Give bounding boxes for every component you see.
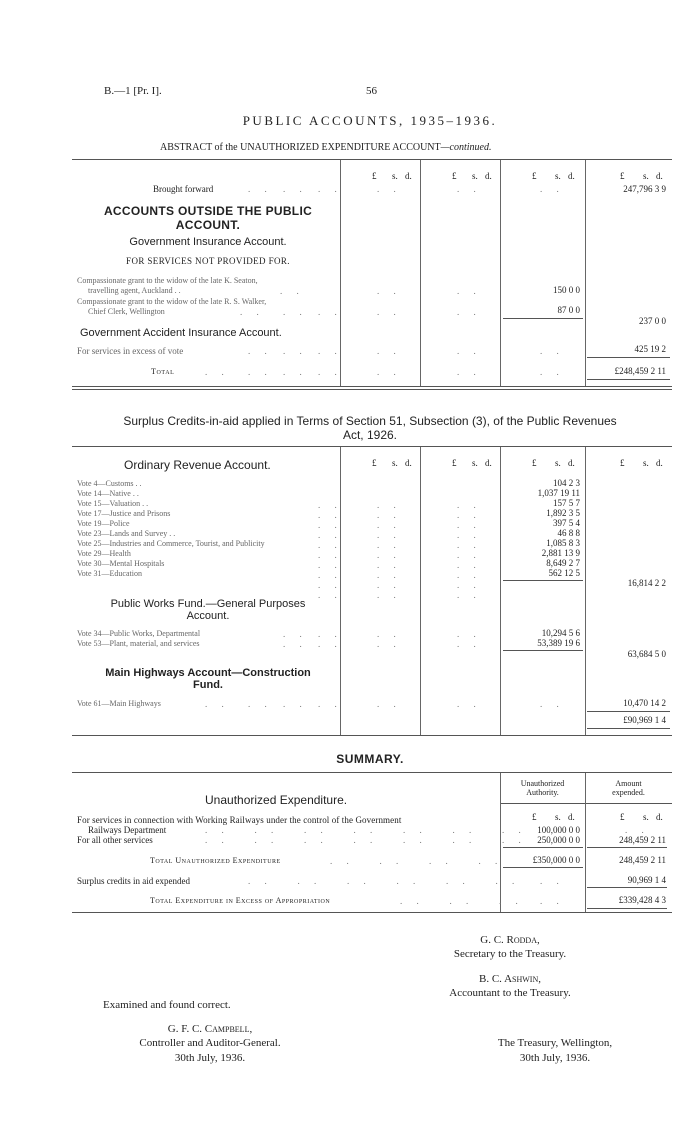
vote-row-label: Vote 14—Native . . (77, 489, 139, 498)
column-divider (500, 160, 501, 386)
leader-dots: . . (283, 307, 308, 317)
col-pence-header: d. (568, 171, 575, 181)
leader-dots: . . (377, 307, 402, 317)
auditor-name (120, 1023, 300, 1036)
treasury-place: The Treasury, Wellington, (497, 1037, 613, 1049)
leader-dots: . . (540, 184, 565, 194)
vote-row-amount: 1,892 3 5 (546, 508, 580, 518)
expended-header-line2: expended. (612, 788, 645, 797)
col-pence-header: d. (568, 458, 575, 468)
subtotal-rule (503, 580, 583, 581)
public-works-item-label: Vote 53—Plant, material, and services (77, 639, 200, 648)
leader-dots-row (330, 856, 503, 866)
railways-expended-amount: . . (625, 825, 650, 835)
subtotal-rule (503, 847, 583, 848)
summary-row-other-label: For all other services (77, 835, 153, 845)
leader-dots: . . (540, 346, 565, 356)
leader-dots: . . (403, 825, 428, 835)
main-highways-item-label: Vote 61—Main Highways (77, 699, 161, 708)
col-pence-header: d. (656, 171, 663, 181)
surplus-credits-label: Surplus credits in aid expended (77, 876, 190, 886)
total-unauthorized-expended: 248,459 2 11 (619, 855, 666, 865)
col-pence-header: d. (405, 458, 412, 468)
signature-rodda-name (420, 934, 600, 947)
page-title: PUBLIC ACCOUNTS, 1935–1936. (242, 113, 498, 128)
services-note: FOR SERVICES NOT PROVIDED FOR. (126, 256, 290, 266)
col-shillings-header: s. (643, 812, 649, 822)
table-rule (72, 446, 672, 447)
table-rule (500, 803, 672, 804)
col-pounds-header: £ (620, 458, 625, 468)
col-pounds-header: £ (532, 458, 537, 468)
leader-dots: . . (283, 346, 308, 356)
total-rule (587, 728, 670, 729)
subtotal-rule (503, 318, 583, 319)
page-subtitle (160, 142, 491, 154)
leader-dots: . . (457, 570, 482, 580)
table-rule (72, 159, 672, 160)
leader-dots: . . (248, 184, 273, 194)
col-pence-header: d. (485, 171, 492, 181)
ordinary-revenue-total: 16,814 2 2 (627, 578, 666, 588)
leader-dots: . . (240, 307, 265, 317)
signatory-name: G. C. Rodda, (480, 934, 540, 946)
leader-dots: . . (377, 550, 402, 560)
leader-dots: . . (478, 856, 504, 866)
leader-dots: . . (283, 699, 308, 709)
total-excess-expended: £339,428 4 3 (618, 895, 666, 905)
leader-dots: . . (318, 590, 343, 600)
leader-dots: . . (457, 500, 482, 510)
vote-row-label: Vote 23—Lands and Survey . . (77, 529, 176, 538)
table-rule (72, 772, 672, 773)
vote-row-label: Vote 17—Justice and Prisons (77, 509, 171, 518)
examined-statement: Examined and found correct. (103, 999, 231, 1011)
government-insurance-title: Government Insurance Account. (129, 236, 287, 248)
leader-dots: . . (457, 307, 482, 317)
vote-row-amount: 46 8 8 (557, 528, 580, 538)
col-shillings-header: s. (392, 171, 398, 181)
col-shillings-header: s. (472, 171, 478, 181)
leader-dots: . . (318, 699, 343, 709)
signature-ashwin-title: Accountant to the Treasury. (449, 987, 571, 999)
accident-item-label: For services in excess of vote (77, 346, 184, 356)
leader-dots: . . (248, 346, 273, 356)
leader-dots: . . (318, 500, 343, 510)
leader-dots: . . (457, 639, 482, 649)
col-shillings-header: s. (555, 812, 561, 822)
leader-dots: . . (377, 560, 402, 570)
col-shillings-header: s. (472, 458, 478, 468)
accident-insurance-title: Government Accident Insurance Account. (80, 327, 282, 339)
subtotal-rule (503, 650, 583, 651)
leader-dots: . . (379, 856, 405, 866)
leader-dots: . . (254, 825, 280, 835)
vote-row-label: Vote 30—Mental Hospitals (77, 559, 165, 568)
leader-dots: . . (377, 580, 402, 590)
leader-dots: . . (452, 825, 478, 835)
leader-dots: . . (377, 346, 402, 356)
leader-dots: . . (330, 856, 355, 866)
col-pounds-header: £ (372, 458, 377, 468)
leader-dots: . . (353, 825, 379, 835)
other-authority-amount: 250,000 0 0 (537, 835, 580, 845)
vote-row-amount: 157 5 7 (553, 498, 580, 508)
public-works-total: 63,684 5 0 (627, 649, 666, 659)
leader-dots: . . (499, 896, 524, 906)
main-highways-title-line2: Fund. (193, 679, 223, 691)
leader-dots-row (248, 876, 520, 886)
unauthorized-expenditure-title: Unauthorized Expenditure. (205, 793, 348, 807)
subtotal-rule (587, 847, 667, 848)
total-rule (587, 379, 670, 380)
leader-dots: . . (318, 307, 343, 317)
vote-row-amount: 104 2 3 (553, 478, 580, 488)
vote-row-label: Vote 31—Education (77, 569, 142, 578)
item-walker-amount: 87 0 0 (557, 305, 580, 315)
total-amount: £248,459 2 11 (614, 366, 666, 376)
leader-dots: . . (283, 629, 308, 639)
leader-dots: . . (318, 550, 343, 560)
total-rule (503, 867, 583, 868)
leader-dots: . . (449, 896, 475, 906)
leader-dots: . . (377, 510, 402, 520)
leader-dots: . . (318, 346, 343, 356)
total-rule (587, 887, 667, 888)
leader-dots-row (205, 835, 527, 845)
subtitle-main: ABSTRACT of the UNAUTHORIZED EXPENDITURE ACCOUNT (160, 142, 441, 153)
authority-header-line2: Authority. (526, 788, 559, 797)
leader-dots: . . (377, 500, 402, 510)
leader-dots: . . (318, 580, 343, 590)
leader-dots: . . (318, 560, 343, 570)
col-pence-header: d. (485, 458, 492, 468)
railways-authority-amount: 100,000 0 0 (537, 825, 580, 835)
col-pence-header: d. (568, 812, 575, 822)
table-rule (72, 386, 672, 387)
total-rule (587, 711, 670, 712)
col-pence-header: d. (656, 812, 663, 822)
leader-dots: . . (283, 184, 308, 194)
leader-dots: . . (318, 510, 343, 520)
leader-dots: . . (540, 367, 565, 377)
col-shillings-header: s. (555, 171, 561, 181)
leader-dots: . . (283, 639, 308, 649)
vote-row-label: Vote 25—Industries and Commerce, Tourist, and Publicity (77, 539, 265, 548)
public-works-title-line2: Account. (186, 610, 230, 622)
leader-dots: . . (502, 825, 527, 835)
vote-row-amount: 8,649 2 7 (546, 558, 580, 568)
leader-dots: . . (457, 540, 482, 550)
leader-dots: . . (205, 699, 230, 709)
total-rule (587, 357, 670, 358)
leader-dots: . . (457, 520, 482, 530)
leader-dots: . . (280, 286, 305, 296)
vote-row-amount: 1,085 8 3 (546, 538, 580, 548)
brought-forward-label: Brought forward (153, 184, 214, 194)
leader-dots: . . (457, 530, 482, 540)
leader-dots: . . (318, 520, 343, 530)
section-title: ACCOUNTS OUTSIDE THE PUBLIC ACCOUNT. (103, 204, 313, 232)
leader-dots: . . (377, 540, 402, 550)
leader-dots: . . (254, 835, 280, 845)
public-works-item-amount: 10,294 5 6 (541, 628, 580, 638)
leader-dots: . . (429, 856, 454, 866)
col-pounds-header: £ (372, 171, 377, 181)
leader-dots: . . (377, 530, 402, 540)
vote-row-label: Vote 15—Valuation . . (77, 499, 149, 508)
authority-header-line1: Unauthorized (520, 779, 565, 788)
vote-row-label: Vote 19—Police (77, 519, 130, 528)
col-shillings-header: s. (392, 458, 398, 468)
leader-dots: . . (377, 184, 402, 194)
leader-dots: . . (540, 699, 565, 709)
leader-dots: . . (283, 367, 308, 377)
insurance-subtotal: 237 0 0 (639, 316, 666, 326)
surplus-heading-line1: Surplus Credits-in-aid applied in Terms of Section 51, Subsection (3), of the Public Revenues (123, 414, 617, 428)
auditor-title: Controller and Auditor-General. (139, 1037, 281, 1049)
col-pounds-header: £ (452, 458, 457, 468)
leader-dots: . . (396, 876, 422, 886)
column-divider (585, 447, 586, 735)
leader-dots: . . (403, 835, 428, 845)
total-label: Total (151, 367, 175, 376)
treasury-date: 30th July, 1936. (519, 1052, 591, 1064)
leader-dots: . . (377, 570, 402, 580)
leader-dots: . . (248, 367, 273, 377)
leader-dots: . . (318, 367, 343, 377)
col-shillings-header: s. (643, 171, 649, 181)
summary-row-railways-line1: For services in connection with Working Railways under the control of the Government (77, 815, 402, 825)
vote-row-amount: 1,037 19 11 (537, 488, 580, 498)
col-pounds-header: £ (620, 171, 625, 181)
vote-row-label: Vote 29—Health (77, 549, 131, 558)
leader-dots: . . (297, 876, 323, 886)
col-shillings-header: s. (555, 458, 561, 468)
leader-dots: . . (377, 286, 402, 296)
leader-dots: . . (377, 520, 402, 530)
public-works-item-amount: 53,389 19 6 (537, 638, 580, 648)
leader-dots: . . (377, 590, 402, 600)
leader-dots: . . (457, 580, 482, 590)
leader-dots: . . (377, 367, 402, 377)
item-seaton-amount: 150 0 0 (553, 285, 580, 295)
leader-dots: . . (318, 540, 343, 550)
public-works-item-label: Vote 34—Public Works, Departmental (77, 629, 201, 638)
leader-dots: . . (377, 699, 402, 709)
col-pence-header: d. (405, 171, 412, 181)
leader-dots: . . (318, 639, 343, 649)
item-seaton-line2: travelling agent, Auckland . . (88, 286, 181, 295)
expended-header-line1: Amount (615, 779, 642, 788)
leader-dots: . . (353, 835, 379, 845)
leader-dots: . . (248, 699, 273, 709)
leader-dots: . . (457, 560, 482, 570)
page-number: 56 (366, 85, 377, 97)
ordinary-revenue-title: Ordinary Revenue Account. (124, 458, 271, 472)
total-excess-label: Total Expenditure in Excess of Appropriation (150, 896, 331, 905)
leader-dots: . . (457, 699, 482, 709)
summary-heading: SUMMARY. (336, 752, 404, 766)
leader-dots: . . (400, 896, 425, 906)
leader-dots: . . (452, 835, 478, 845)
leader-dots-row (205, 825, 527, 835)
col-shillings-header: s. (643, 458, 649, 468)
col-pounds-header: £ (532, 812, 537, 822)
leader-dots: . . (457, 184, 482, 194)
leader-dots: . . (495, 876, 521, 886)
leader-dots: . . (205, 835, 230, 845)
leader-dots: . . (446, 876, 471, 886)
leader-dots-column (377, 480, 410, 620)
col-pounds-header: £ (452, 171, 457, 181)
main-highways-total: 10,470 14 2 (623, 698, 666, 708)
table-rule (72, 912, 672, 913)
leader-dots: . . (457, 367, 482, 377)
vote-row-amount: 397 5 4 (553, 518, 580, 528)
leader-dots: . . (540, 896, 565, 906)
surplus-heading-line2: Act, 1926. (342, 428, 398, 442)
leader-dots: . . (457, 629, 482, 639)
surplus-grand-total: £90,969 1 4 (623, 715, 666, 725)
public-works-title-line1: Public Works Fund.—General Purposes (110, 598, 306, 610)
other-expended-amount: 248,459 2 11 (619, 835, 666, 845)
leader-dots: . . (457, 550, 482, 560)
col-pence-header: d. (656, 458, 663, 468)
column-divider (420, 447, 421, 735)
signatory-name: G. F. C. Campbell, (167, 1023, 253, 1035)
leader-dots: . . (457, 286, 482, 296)
table-rule (72, 735, 672, 736)
signature-rodda-title: Secretary to the Treasury. (453, 948, 567, 960)
leader-dots: . . (304, 825, 329, 835)
col-pounds-header: £ (620, 812, 625, 822)
leader-dots: . . (377, 639, 402, 649)
total-rule (587, 908, 667, 909)
leader-dots-column (457, 480, 490, 620)
leader-dots: . . (318, 184, 343, 194)
leader-dots: . . (318, 629, 343, 639)
item-walker-line2: Chief Clerk, Wellington (88, 307, 165, 316)
vote-row-amount: 2,881 13 9 (541, 548, 580, 558)
auditor-date: 30th July, 1936. (174, 1052, 246, 1064)
leader-dots: . . (457, 510, 482, 520)
leader-dots: . . (205, 367, 230, 377)
accident-amount: 425 19 2 (634, 344, 666, 354)
main-highways-title-line1: Main Highways Account—Construction (105, 667, 311, 679)
leader-dots: . . (457, 590, 482, 600)
leader-dots: . . (540, 876, 565, 886)
leader-dots: . . (502, 835, 527, 845)
leader-dots: . . (318, 530, 343, 540)
leader-dots: . . (304, 835, 329, 845)
total-unauthorized-authority: £350,000 0 0 (532, 855, 580, 865)
leader-dots: . . (457, 346, 482, 356)
leader-dots: . . (248, 876, 273, 886)
brought-forward-amount: 247,796 3 9 (623, 184, 666, 194)
leader-dots: . . (318, 570, 343, 580)
subtitle-continued: —continued. (440, 142, 492, 153)
item-walker-line1: Compassionate grant to the widow of the late R. S. Walker, (77, 297, 267, 306)
total-unauthorized-label: Total Unauthorized Expenditure (150, 856, 281, 865)
column-divider (420, 160, 421, 386)
leader-dots-row (400, 896, 524, 906)
leader-dots: . . (377, 629, 402, 639)
vote-row-label: Vote 4—Customs . . (77, 479, 142, 488)
col-pounds-header: £ (532, 171, 537, 181)
item-seaton-line1: Compassionate grant to the widow of the late K. Seaton, (77, 276, 258, 285)
summary-row-railways-line2: Railways Department (88, 825, 167, 835)
report-reference: B.—1 [Pr. I]. (104, 85, 162, 97)
table-rule (72, 389, 672, 390)
signature-ashwin-name (420, 973, 600, 986)
vote-row-amount: 562 12 5 (548, 568, 580, 578)
surplus-credits-expended: 90,969 1 4 (627, 875, 666, 885)
leader-dots: . . (347, 876, 372, 886)
leader-dots: . . (205, 825, 230, 835)
signatory-name: B. C. Ashwin, (479, 973, 541, 985)
